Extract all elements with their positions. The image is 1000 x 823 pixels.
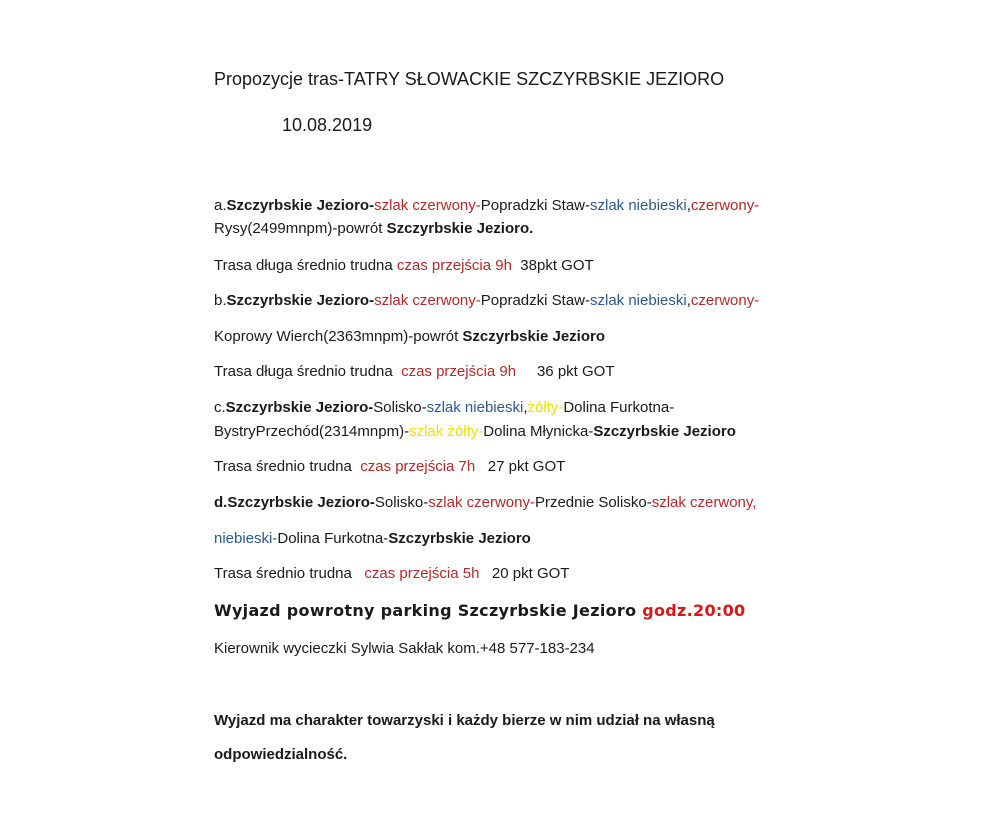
route-c-trail3: szlak żółty- (409, 423, 484, 440)
route-d-points: 20 pkt GOT (479, 565, 570, 582)
departure-time: godz.20:00 (642, 601, 746, 620)
route-c-line2 (214, 422, 736, 442)
route-b-trail1: szlak czerwony- (374, 292, 481, 309)
route-d-difficulty: Trasa średnio trudna (214, 565, 365, 582)
route-d-end: Szczyrbskie Jezioro (388, 530, 531, 547)
departure-text: Wyjazd powrotny parking Szczyrbskie Jezioro (214, 601, 643, 620)
route-a-prefix: a. (214, 197, 227, 214)
route-c-time: czas przejścia 7h (360, 458, 476, 475)
disclaimer-line1: Wyjazd ma charakter towarzyski i każdy bierze w nim udział na własną (214, 712, 715, 729)
route-a-point1: Popradzki Staw- (480, 197, 590, 214)
route-c-sep: , (523, 399, 528, 416)
route-d-trail2: szlak czerwony, (651, 494, 757, 511)
route-d-trail1: szlak czerwony- (428, 494, 535, 511)
route-b-time: czas przejścia 9h (401, 363, 517, 380)
route-a-summit: Rysy(2499mnpm)-powrót (214, 220, 387, 237)
trip-leader: Kierownik wycieczki Sylwia Sakłak kom.+48 577-183-234 (214, 640, 595, 657)
route-a-time: czas przejścia 9h (396, 257, 512, 274)
route-c-points: 27 pkt GOT (475, 458, 566, 475)
route-d-start: Szczyrbskie Jezioro- (227, 494, 375, 511)
route-b-trail2: szlak niebieski (590, 292, 687, 309)
route-d-time: czas przejścia 5h (364, 565, 480, 582)
route-b-point1: Popradzki Staw- (480, 292, 590, 309)
departure-line (214, 601, 745, 621)
route-a-trail2: szlak niebieski (590, 197, 687, 214)
route-b-points: 36 pkt GOT (516, 363, 615, 380)
route-b-end: Szczyrbskie Jezioro (462, 328, 605, 345)
route-b-info (214, 362, 615, 382)
route-b-prefix: b. (214, 292, 227, 309)
route-c-start: Szczyrbskie Jezioro- (225, 399, 374, 416)
route-d-point1: Solisko- (374, 494, 429, 511)
route-c-trail1: szlak niebieski (426, 399, 524, 416)
route-c-prefix: c. (214, 399, 226, 416)
route-a-difficulty: Trasa długa średnio trudna (214, 257, 397, 274)
route-b-sep: , (686, 292, 691, 309)
route-a-points: 38pkt GOT (511, 257, 594, 274)
route-b-difficulty: Trasa długa średnio trudna (214, 363, 402, 380)
route-b-line2 (214, 327, 605, 347)
route-d-info (214, 564, 569, 584)
route-a-end: Szczyrbskie Jezioro. (386, 220, 534, 237)
route-a-trail1: szlak czerwony- (374, 197, 481, 214)
route-a-sep: , (686, 197, 691, 214)
route-d-point2: Przednie Solisko- (534, 494, 652, 511)
route-c-trail2: żółty- (527, 399, 564, 416)
route-d-trail3: niebieski- (214, 530, 278, 547)
route-c-end: Szczyrbskie Jezioro (593, 423, 736, 440)
disclaimer-line2: odpowiedzialność. (214, 746, 348, 763)
route-a-start: Szczyrbskie Jezioro- (226, 197, 375, 214)
route-a-line2 (214, 219, 533, 239)
route-c-difficulty: Trasa średnio trudna (214, 458, 361, 475)
route-d-prefix: d. (214, 494, 228, 511)
route-b-line1 (214, 291, 759, 311)
route-b-summit: Koprowy Wierch(2363mnpm)-powrót (214, 328, 463, 345)
route-a-trail3: czerwony- (690, 197, 760, 214)
page-title: Propozycje tras-TATRY SŁOWACKIE SZCZYRBSKIE JEZIORO (214, 69, 725, 89)
route-c-point1: Solisko- (373, 399, 427, 416)
route-a-line1 (214, 196, 759, 216)
route-b-trail3: czerwony- (690, 292, 760, 309)
route-c-info (214, 457, 565, 477)
route-a-info (214, 256, 594, 276)
route-b-start: Szczyrbskie Jezioro- (226, 292, 375, 309)
event-date: 10.08.2019 (282, 115, 373, 135)
route-c-summit: BystryPrzechód(2314mnpm)- (214, 423, 410, 440)
route-d-line1 (214, 493, 756, 513)
route-c-point2: Dolina Furkotna- (563, 399, 675, 416)
route-d-line2 (214, 529, 531, 549)
route-c-line1 (214, 398, 674, 418)
route-c-point3: Dolina Młynicka- (483, 423, 594, 440)
route-d-point3: Dolina Furkotna- (277, 530, 389, 547)
